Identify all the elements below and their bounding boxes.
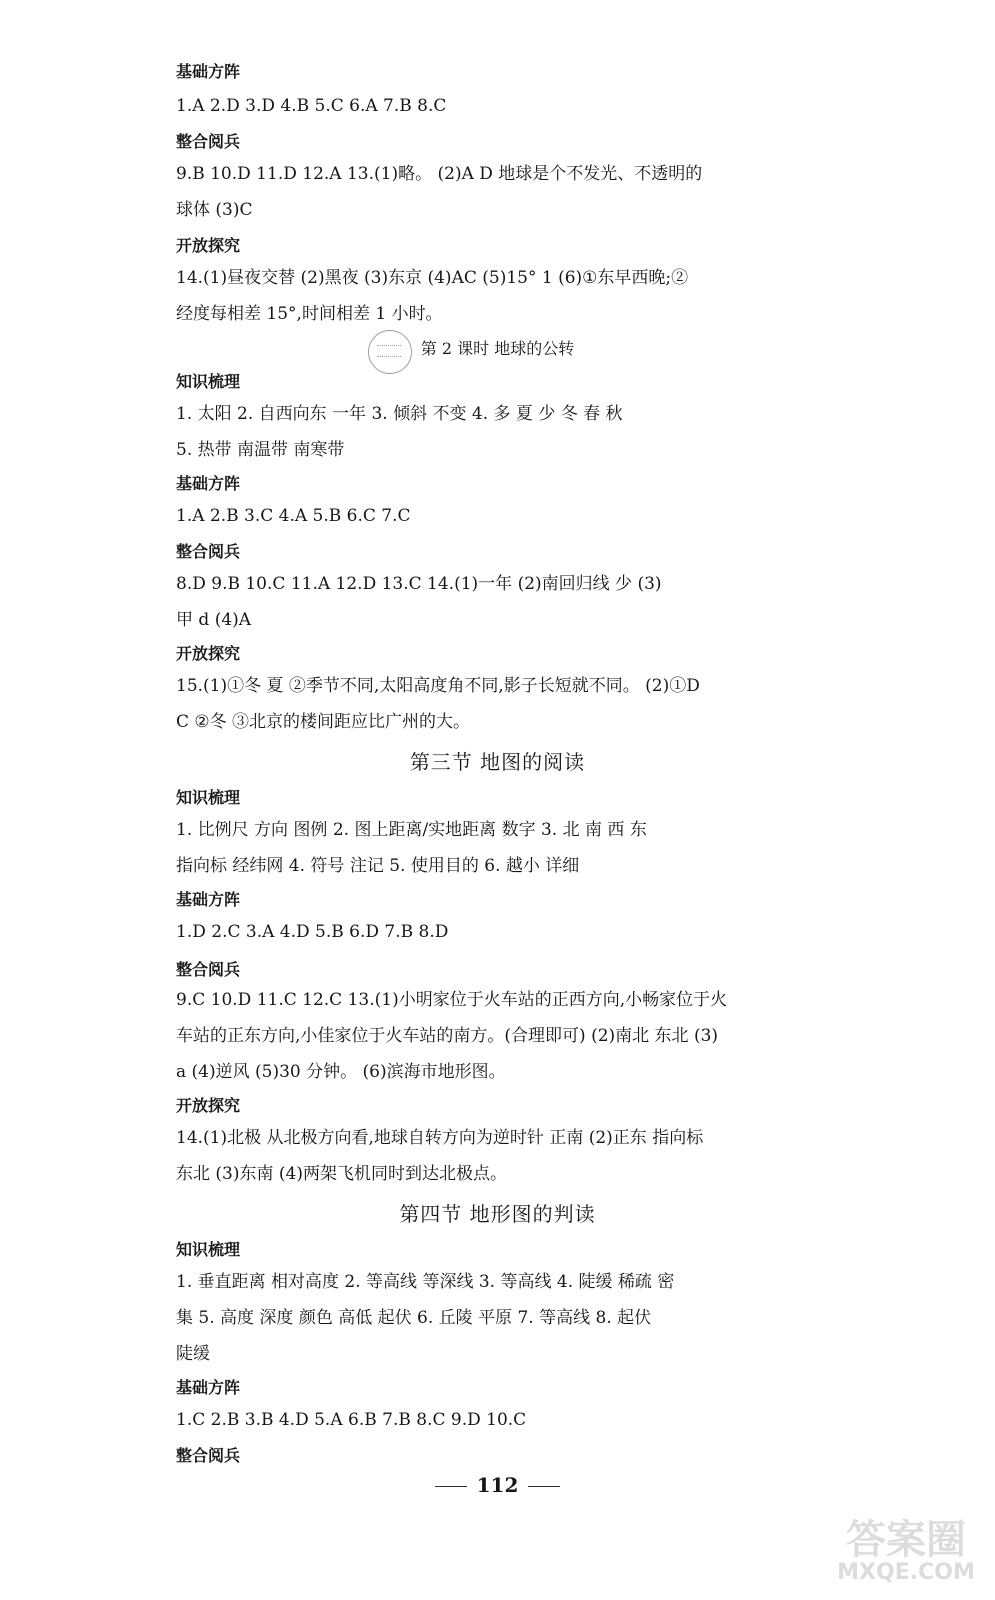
heading-explore: 开放探究 bbox=[176, 1096, 241, 1115]
lesson-title: 第 2 课时 地球的公转 bbox=[420, 339, 575, 358]
s1-explore-answers bbox=[176, 260, 816, 332]
answer-line: 14.(1)北极 从北极方向看,地球自转方向为逆时针 正南 (2)正东 指向标 bbox=[176, 1128, 704, 1148]
s2-explore bbox=[176, 644, 816, 664]
s1-basic bbox=[176, 62, 816, 82]
answer-line: 东北 (3)东南 (4)两架飞机同时到达北极点。 bbox=[176, 1164, 507, 1184]
s2-basic-answers bbox=[176, 498, 816, 534]
watermark-logo bbox=[831, 1508, 981, 1594]
heading-integrate: 整合阅兵 bbox=[176, 960, 241, 979]
s4-knowledge-answers bbox=[176, 1264, 816, 1372]
s2-explore-answers bbox=[176, 668, 816, 740]
s2-knowledge-answers bbox=[176, 396, 816, 468]
dash-left bbox=[435, 1486, 467, 1487]
section-title: 第四节 地形图的判读 bbox=[399, 1202, 596, 1226]
s4-knowledge bbox=[176, 1240, 816, 1260]
s3-integrate bbox=[176, 960, 816, 980]
heading-basic: 基础方阵 bbox=[176, 1378, 241, 1397]
s1-integrate bbox=[176, 132, 816, 152]
answer-line: 8.D 9.B 10.C 11.A 12.D 13.C 14.(1)一年 (2)南回归线 少 (3) bbox=[176, 574, 662, 594]
answer-line: 甲 d (4)A bbox=[176, 610, 252, 630]
answer-line: 经度每相差 15°,时间相差 1 小时。 bbox=[176, 304, 443, 324]
answer-line: 集 5. 高度 深度 颜色 高低 起伏 6. 丘陵 平原 7. 等高线 8. 起伏 bbox=[176, 1308, 652, 1328]
s4-basic-answers bbox=[176, 1402, 816, 1438]
s1-basic-answers bbox=[176, 88, 816, 124]
s3-knowledge-answers bbox=[176, 812, 816, 884]
answer-line: 5. 热带 南温带 南寒带 bbox=[176, 440, 345, 460]
page-number bbox=[0, 1473, 995, 1497]
heading-integrate: 整合阅兵 bbox=[176, 1446, 241, 1465]
dash-right bbox=[528, 1486, 560, 1487]
answer-line: 1.A 2.B 3.C 4.A 5.B 6.C 7.C bbox=[176, 506, 411, 526]
answer-line: 1.C 2.B 3.B 4.D 5.A 6.B 7.B 8.C 9.D 10.C bbox=[176, 1410, 527, 1430]
s3-basic bbox=[176, 890, 816, 910]
s4-basic bbox=[176, 1378, 816, 1398]
s3-integrate-answers bbox=[176, 982, 816, 1090]
answer-line: 车站的正东方向,小佳家位于火车站的南方。(合理即可) (2)南北 东北 (3) bbox=[176, 1026, 719, 1046]
watermark-site: MXQE.COM bbox=[837, 1560, 975, 1585]
answer-line: 球体 (3)C bbox=[176, 200, 253, 220]
s1-integrate-answers bbox=[176, 156, 816, 228]
heading-integrate: 整合阅兵 bbox=[176, 542, 241, 561]
answer-line: 1. 太阳 2. 自西向东 一年 3. 倾斜 不变 4. 多 夏 少 冬 春 秋 bbox=[176, 404, 623, 424]
answer-line: 9.B 10.D 11.D 12.A 13.(1)略。 (2)A D 地球是个不发光、不透明的 bbox=[176, 164, 703, 184]
heading-basic: 基础方阵 bbox=[176, 62, 241, 81]
answer-line: 14.(1)昼夜交替 (2)黑夜 (3)东京 (4)AC (5)15° 1 (6)①东早西晚;② bbox=[176, 268, 689, 288]
heading-basic: 基础方阵 bbox=[176, 890, 241, 909]
s3-explore bbox=[176, 1096, 816, 1116]
page-number-value: 112 bbox=[476, 1473, 519, 1497]
s2-integrate bbox=[176, 542, 816, 562]
answer-line: a (4)逆风 (5)30 分钟。 (6)滨海市地形图。 bbox=[176, 1062, 506, 1082]
s1-explore bbox=[176, 236, 816, 256]
heading-knowledge: 知识梳理 bbox=[176, 788, 241, 807]
heading-basic: 基础方阵 bbox=[176, 474, 241, 493]
s3-basic-answers bbox=[176, 914, 816, 950]
answer-line: 9.C 10.D 11.C 12.C 13.(1)小明家位于火车站的正西方向,小畅家位于火 bbox=[176, 990, 728, 1010]
answer-line: 指向标 经纬网 4. 符号 注记 5. 使用目的 6. 越小 详细 bbox=[176, 856, 580, 876]
heading-integrate: 整合阅兵 bbox=[176, 132, 241, 151]
heading-knowledge: 知识梳理 bbox=[176, 372, 241, 391]
answer-line: C ②冬 ③北京的楼间距应比广州的大。 bbox=[176, 712, 471, 732]
s2-integrate-answers bbox=[176, 566, 816, 638]
heading-explore: 开放探究 bbox=[176, 644, 241, 663]
answer-line: 1.D 2.C 3.A 4.D 5.B 6.D 7.B 8.D bbox=[176, 922, 449, 942]
answer-line: 1.A 2.D 3.D 4.B 5.C 6.A 7.B 8.C bbox=[176, 96, 447, 116]
answer-line: 15.(1)①冬 夏 ②季节不同,太阳高度角不同,影子长短就不同。 (2)①D bbox=[176, 676, 700, 696]
heading-explore: 开放探究 bbox=[176, 236, 241, 255]
s2-knowledge bbox=[176, 372, 816, 392]
answer-line: 1. 垂直距离 相对高度 2. 等高线 等深线 3. 等高线 4. 陡缓 稀疏 密 bbox=[176, 1272, 675, 1292]
s3-knowledge bbox=[176, 788, 816, 808]
heading-knowledge: 知识梳理 bbox=[176, 1240, 241, 1259]
answer-line: 陡缓 bbox=[176, 1344, 210, 1364]
watermark-text: 答案圈 bbox=[846, 1517, 966, 1563]
section-title: 第三节 地图的阅读 bbox=[409, 750, 586, 774]
s3-explore-answers bbox=[176, 1120, 816, 1192]
s4-integrate bbox=[176, 1446, 816, 1466]
s2-basic bbox=[176, 474, 816, 494]
answer-line: 1. 比例尺 方向 图例 2. 图上距离/实地距离 数字 3. 北 南 西 东 bbox=[176, 820, 647, 840]
